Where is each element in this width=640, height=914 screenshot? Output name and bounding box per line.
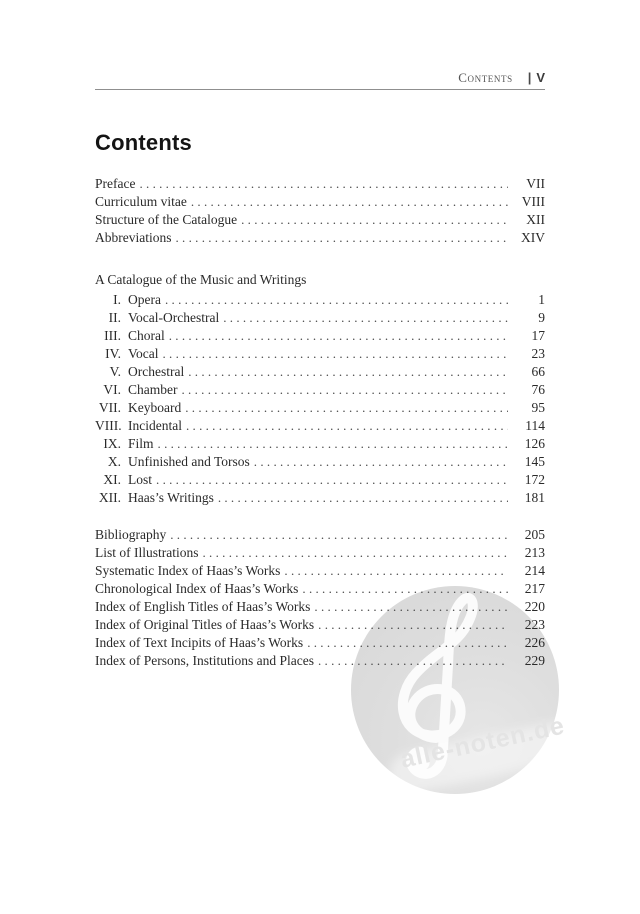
toc-page: [95, 0, 545, 670]
toc-entry-label: Systematic Index of Haas’s Works: [95, 563, 281, 578]
toc-entry-page: 229: [524, 653, 545, 668]
dot-leader: [188, 363, 508, 381]
dot-leader: [182, 381, 509, 399]
toc-entry-label: Incidental: [128, 418, 182, 433]
toc-entry: [95, 363, 545, 381]
toc-entry: [95, 309, 545, 327]
toc-entry-page: 126: [524, 436, 545, 451]
toc-entry-page: VIII: [521, 194, 545, 209]
toc-entry-label: Haas’s Writings: [128, 490, 214, 505]
toc-entry-numeral: VI.: [103, 382, 121, 397]
toc-entry-label: Orchestral: [128, 364, 185, 379]
toc-entry-page: 181: [524, 490, 545, 505]
toc-entry: [95, 598, 545, 616]
running-header-title: Contents: [458, 70, 513, 85]
toc-entry-page: 76: [531, 382, 545, 397]
toc-entry-page: 205: [524, 527, 545, 542]
dot-leader: [165, 291, 508, 309]
toc-entry: [95, 435, 545, 453]
toc-entry-label: Choral: [128, 328, 165, 343]
toc-entry-label: Index of Original Titles of Haas’s Works: [95, 617, 315, 632]
toc-entry-page: 17: [531, 328, 545, 343]
dot-leader: [318, 616, 508, 634]
catalogue-block: [95, 291, 545, 507]
toc-entry: [95, 291, 545, 309]
toc-entry: [95, 211, 545, 229]
dot-leader: [241, 211, 508, 229]
toc-entry: [95, 526, 545, 544]
toc-entry-label: Opera: [128, 292, 161, 307]
toc-entry-label: Keyboard: [128, 400, 182, 415]
folio-page-number: V: [536, 70, 545, 85]
dot-leader: [203, 544, 509, 562]
dot-leader: [186, 417, 508, 435]
toc-entry-label: Unfinished and Torsos: [128, 454, 250, 469]
toc-entry: [95, 471, 545, 489]
toc-entry-numeral: VII.: [98, 400, 121, 415]
toc-entry-page: 214: [524, 563, 545, 578]
toc-entry-label: Index of Persons, Institutions and Places: [95, 653, 314, 668]
toc-entry: [95, 562, 545, 580]
toc-entry: [95, 399, 545, 417]
toc-entry: [95, 489, 545, 507]
toc-entry-label: Lost: [128, 472, 153, 487]
toc-entry-label: Curriculum vitae: [95, 194, 187, 209]
catalogue-section-heading: A Catalogue of the Music and Writings: [95, 272, 307, 287]
dot-leader: [170, 526, 508, 544]
toc-entry-page: VII: [526, 176, 545, 191]
toc-entry-page: 9: [538, 310, 545, 325]
toc-entry-label: Index of Text Incipits of Haas’s Works: [95, 635, 304, 650]
page-title: Contents: [95, 130, 192, 155]
dot-leader: [191, 193, 508, 211]
dot-leader: [156, 471, 508, 489]
dot-leader: [223, 309, 508, 327]
dot-leader: [163, 345, 509, 363]
toc-entry-page: 23: [531, 346, 545, 361]
dot-leader: [185, 399, 508, 417]
dot-leader: [307, 634, 508, 652]
dot-leader: [284, 562, 508, 580]
toc-entry: [95, 616, 545, 634]
toc-entry: [95, 193, 545, 211]
running-header: [95, 0, 545, 86]
dot-leader: [218, 489, 508, 507]
toc-entry-label: Preface: [95, 176, 136, 191]
toc-entry-page: 1: [538, 292, 545, 307]
toc-entry-numeral: I.: [113, 292, 121, 307]
toc-entry-page: 95: [531, 400, 545, 415]
toc-entry-page: 114: [525, 418, 545, 433]
toc-entry-numeral: III.: [104, 328, 121, 343]
dot-leader: [314, 598, 508, 616]
toc-entry-numeral: XI.: [103, 472, 121, 487]
dot-leader: [139, 175, 508, 193]
dot-leader: [302, 580, 508, 598]
toc-entry-label: Index of English Titles of Haas’s Works: [95, 599, 311, 614]
front-matter-block: [95, 175, 545, 247]
toc-entry-page: 220: [524, 599, 545, 614]
toc-entry: [95, 327, 545, 345]
toc-entry: [95, 634, 545, 652]
toc-entry-numeral: IX.: [103, 436, 121, 451]
toc-entry: [95, 417, 545, 435]
toc-entry: [95, 381, 545, 399]
toc-entry-page: 172: [524, 472, 545, 487]
toc-entry-page: 217: [524, 581, 545, 596]
toc-entry-numeral: VIII.: [95, 418, 122, 433]
toc-entry-page: XII: [526, 212, 545, 227]
header-rule: [95, 89, 545, 90]
watermark-text: alle-noten.de: [397, 711, 568, 774]
toc-entry-label: Chronological Index of Haas’s Works: [95, 581, 299, 596]
toc-entry-label: Vocal-Orchestral: [128, 310, 220, 325]
toc-entry-label: List of Illustrations: [95, 545, 199, 560]
toc-entry-page: XIV: [521, 230, 545, 245]
toc-entry-label: Film: [128, 436, 154, 451]
dot-leader: [254, 453, 508, 471]
back-matter-block: [95, 526, 545, 670]
toc-entry-page: 226: [524, 635, 545, 650]
toc-entry: [95, 345, 545, 363]
toc-entry: [95, 580, 545, 598]
toc-entry-numeral: V.: [109, 364, 121, 379]
toc-entry: [95, 544, 545, 562]
toc-entry-numeral: X.: [107, 454, 121, 469]
toc-entry-page: 145: [524, 454, 545, 469]
toc-entry-numeral: IV.: [105, 346, 121, 361]
toc-entry: [95, 652, 545, 670]
toc-entry-label: Chamber: [128, 382, 178, 397]
toc-entry-page: 223: [524, 617, 545, 632]
dot-leader: [176, 229, 509, 247]
toc-entry-page: 213: [524, 545, 545, 560]
dot-leader: [169, 327, 508, 345]
dot-leader: [158, 435, 508, 453]
folio-divider: |: [527, 70, 532, 85]
toc-entry-label: Structure of the Catalogue: [95, 212, 238, 227]
toc-entry: [95, 453, 545, 471]
toc-entry-label: Abbreviations: [95, 230, 172, 245]
toc-entry-label: Vocal: [128, 346, 159, 361]
toc-entry: [95, 229, 545, 247]
toc-entry-numeral: II.: [108, 310, 121, 325]
toc-entry-page: 66: [531, 364, 545, 379]
dot-leader: [318, 652, 508, 670]
toc-entry-numeral: XII.: [98, 490, 121, 505]
toc-entry: [95, 175, 545, 193]
toc-entry-label: Bibliography: [95, 527, 167, 542]
